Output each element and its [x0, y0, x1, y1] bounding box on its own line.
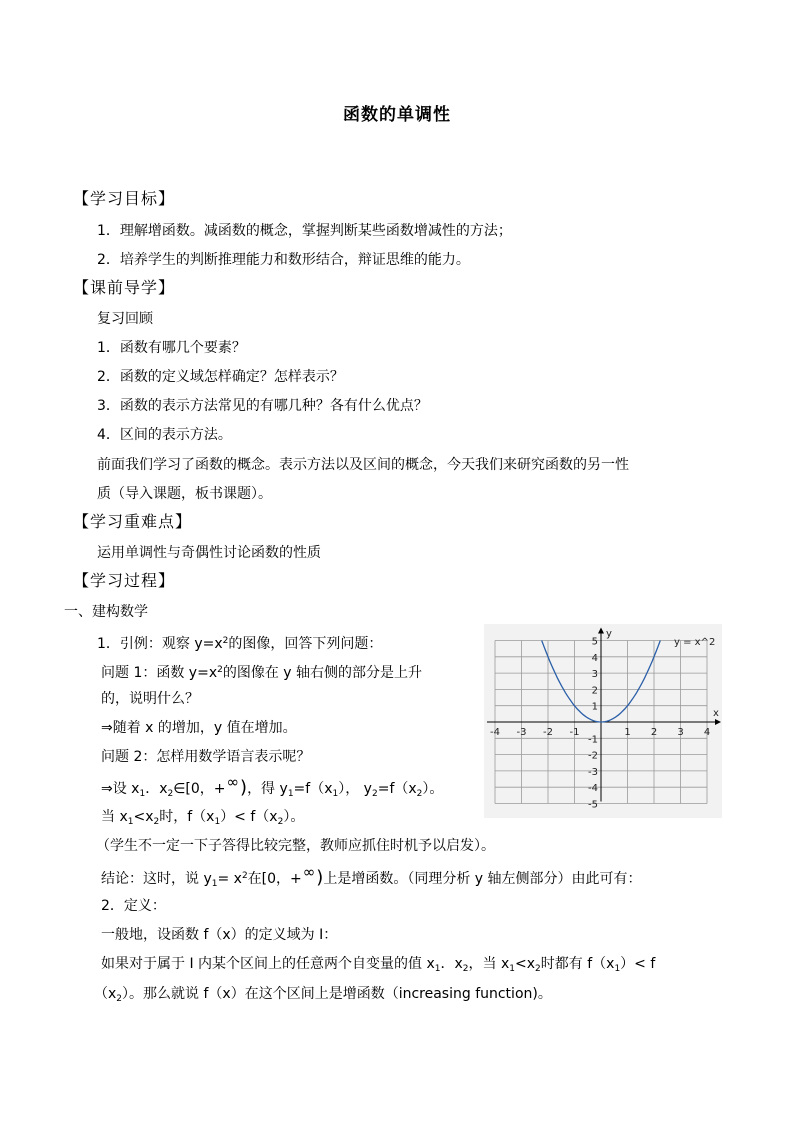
teacher-note: （学生不一定一下子答得比较完整，教师应抓住时机予以启发）。 [96, 838, 495, 854]
intro-paragraph-line: 质（导入课题，板书课题）。 [97, 486, 272, 502]
y-tick-label: -5 [588, 799, 598, 811]
question-2: 问题 2：怎样用数学语言表示呢？ [101, 749, 311, 765]
definition-line: 如果对于属于 I 内某个区间上的任意两个自变量的值 $x_1$．$x_2$，当 $x_1<x_2$时都有 $f(x_1)< f$ [101, 956, 656, 974]
chart-legend: y = x^2 [674, 637, 716, 648]
review-item: 1．函数有哪几个要素？ [97, 340, 246, 356]
solution-line: ⇒设 $x_1$．$x_2\in[0$，+∞)，得 $y_1=f(x_1)$， $y_2=f(x_2)$。 [101, 773, 444, 799]
definition-line: 一般地，设函数 f（x）的定义域为 I： [101, 927, 338, 943]
intro-paragraph-line: 前面我们学习了函数的概念。表示方法以及区间的概念，今天我们来研究函数的另一性 [97, 457, 629, 473]
x-tick-label: -4 [490, 727, 500, 738]
y-tick-label: -2 [588, 750, 598, 762]
x-tick-label: 3 [677, 727, 684, 738]
y-tick-label: -4 [588, 783, 598, 795]
x-tick-label: 2 [650, 727, 658, 738]
key-points-text: 运用单调性与奇偶性讨论函数的性质 [97, 545, 321, 561]
section-goals-heading: 【学习目标】 [73, 189, 176, 208]
y-axis-label: y [606, 628, 612, 640]
x-axis-arrow [715, 719, 721, 725]
goal-item: 2．培养学生的判断推理能力和数形结合，辩证思维的能力。 [97, 252, 470, 268]
y-axis-arrow [598, 628, 604, 634]
y-tick-label: 3 [591, 669, 598, 681]
conclusion-line: 结论：这时，说 $y_1= x^2$在[0，+∞)上是增函数。（同理分析 y 轴左侧部分）由此可有： [101, 863, 642, 889]
y-tick-label: 1 [591, 701, 598, 713]
x-axis-label: x [713, 708, 719, 719]
page-title: 函数的单调性 [343, 105, 451, 125]
definition-line: $(x_2)$。那么就说 f（x）在这个区间上是增函数（increasing function)。 [94, 986, 552, 1004]
part1-heading: 一、建构数学 [64, 604, 148, 620]
x-tick-label: -3 [516, 727, 527, 738]
definition-heading: 2．定义： [101, 898, 166, 914]
answer-1: ⇒随着 x 的增加，y 值在增加。 [101, 720, 297, 736]
section-preview-heading: 【课前导学】 [73, 278, 176, 297]
section-process-heading: 【学习过程】 [73, 571, 176, 590]
question-1: 问题 1：函数 $y=x^2$的图像在 y 轴右侧的部分是上升 [101, 665, 423, 681]
x-tick-label: -1 [569, 727, 580, 738]
x-tick-label: 4 [703, 727, 711, 738]
x-tick-label: 1 [624, 727, 631, 738]
condition-line: 当 $x_1<x_2$时，$f(x_1)< f(x_2)$。 [101, 809, 305, 827]
y-tick-label: -3 [588, 766, 598, 778]
x-tick-label: -2 [543, 727, 553, 738]
goal-item: 1．理解增函数。减函数的概念，掌握判断某些函数增减性的方法； [97, 223, 512, 239]
review-item: 4．区间的表示方法。 [97, 427, 232, 443]
parabola-chart [484, 624, 722, 818]
parabola-graph [484, 624, 722, 818]
y-tick-label: 2 [591, 685, 598, 697]
question-1-cont: 的，说明什么？ [101, 691, 199, 707]
example-intro: 1．引例：观察 $y=x^2$的图像，回答下列问题： [97, 636, 383, 652]
review-item: 3．函数的表示方法常见的有哪几种？各有什么优点？ [97, 398, 428, 414]
y-tick-label: 5 [591, 636, 598, 648]
y-tick-label: 4 [591, 652, 598, 664]
review-item: 2．函数的定义域怎样确定？怎样表示？ [97, 369, 344, 385]
y-tick-label: -1 [588, 734, 598, 746]
review-heading: 复习回顾 [97, 311, 153, 327]
section-key-points-heading: 【学习重难点】 [73, 512, 193, 531]
